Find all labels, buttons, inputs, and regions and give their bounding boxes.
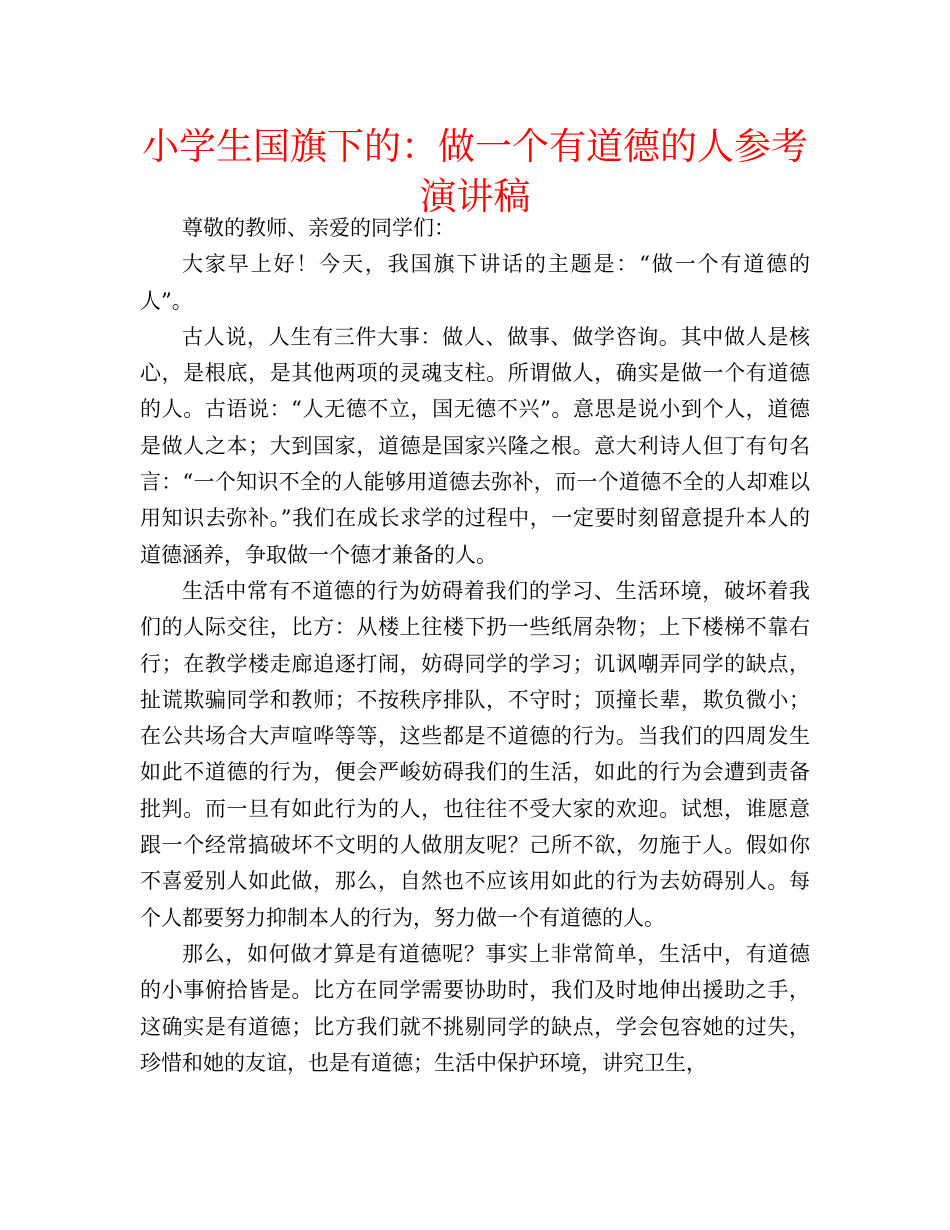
document-body — [140, 210, 810, 1081]
document-title: 小学生国旗下的：做一个有道德的人参考演讲稿 — [142, 125, 808, 218]
paragraph-salutation: 尊敬的教师、亲爱的同学们： — [182, 216, 455, 240]
paragraph-greeting: 大家早上好！今天，我国旗下讲话的主题是：“做一个有道德的人”。 — [140, 252, 810, 313]
paragraph-ancient-saying: 古人说，人生有三件大事：做人、做事、做学咨询。其中做人是核心，是根底，是其他两项的灵魂支柱。所谓做人，确实是做一个有道德的人。古语说：“人无德不立，国无德不兴”。意思是说小到个人，道德是做人之本；大到国家，道德是国家兴隆之根。意大利诗人但丁有句名言：“一个知识不全的人能够用道德去弥补，而一个道德不全的人却难以用知识去弥补。”我们在成长求学的过程中，一定要时刻留意提升本人的道德涵养，争取做一个德才兼备的人。 — [140, 324, 810, 567]
paragraph-how-to-be-moral: 那么，如何做才算是有道德呢？事实上非常简单，生活中，有道德的小事俯拾皆是。比方在同学需要协助时，我们及时地伸出援助之手，这确实是有道德；比方我们就不挑剔同学的缺点，学会包容她的过失，珍惜和她的友谊，也是有道德；生活中保护环境，讲究卫生， — [140, 941, 810, 1075]
paragraph-bad-behaviors: 生活中常有不道德的行为妨碍着我们的学习、生活环境，破坏着我们的人际交往，比方：从楼上往楼下扔一些纸屑杂物；上下楼梯不靠右行；在教学楼走廊追逐打闹，妨碍同学的学习；讥讽嘲弄同学的缺点，扯谎欺骗同学和教师；不按秩序排队，不守时；顶撞长辈，欺负微小；在公共场合大声喧哗等等，这些都是不道德的行为。当我们的四周发生如此不道德的行为，便会严峻妨碍我们的生活，如此的行为会遭到责备批判。而一旦有如此行为的人，也往往不受大家的欢迎。试想，谁愿意跟一个经常搞破坏不文明的人做朋友呢？己所不欲，勿施于人。假如你不喜爱别人如此做，那么，自然也不应该用如此的行为去妨碍别人。每个人都要努力抑制本人的行为，努力做一个有道德的人。 — [140, 578, 810, 930]
